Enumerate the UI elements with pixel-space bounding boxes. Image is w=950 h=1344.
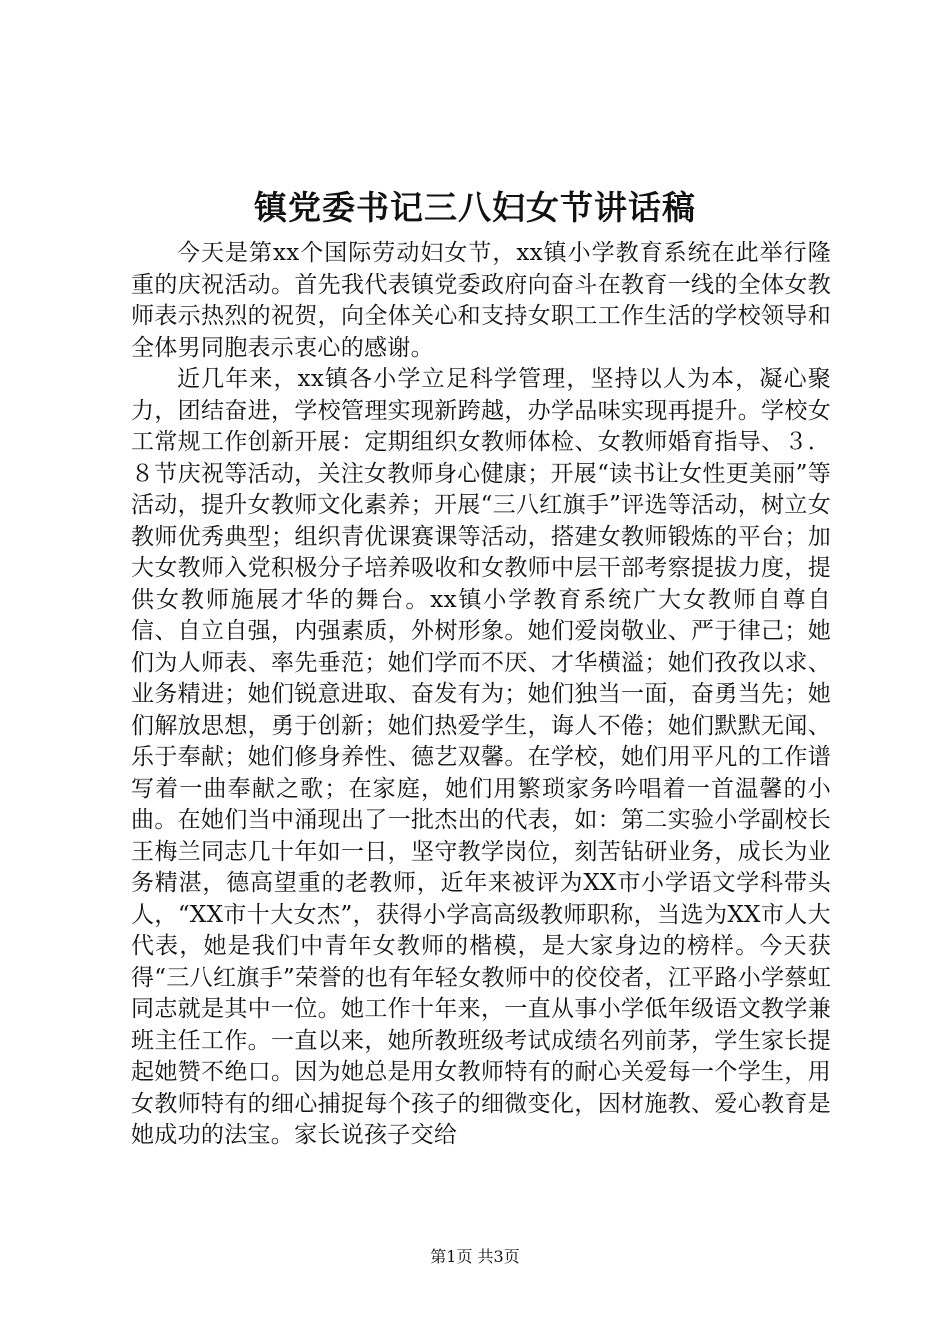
paragraph-achievements: 近几年来，xx镇各小学立足科学管理，坚持以人为本，凝心聚力，团结奋进，学校管理实现新跨越，办学品味实现再提升。学校女工常规工作创新开展：定期组织女教师体检、女教师婚育指导、３．８节庆祝等活动，关注女教师身心健康；开展“读书让女性更美丽”等活动，提升女教师文化素养；开展“三八红旗手”评选等活动，树立女教师优秀典型；组织青优课赛课等活动，搭建女教师锻炼的平台；加大女教师入党积极分子培养吸收和女教师中层干部考察提拔力度，提供女教师施展才华的舞台。xx镇小学教育系统广大女教师自尊自信、自立自强，内强素质，外树形象。她们爱岗敬业、严于律己；她们为人师表、率先垂范；她们学而不厌、才华横溢；她们孜孜以求、业务精进；她们锐意进取、奋发有为；她们独当一面，奋勇当先；她们解放思想，勇于创新；她们热爱学生，诲人不倦；她们默默无闻、乐于奉献；她们修身养性、德艺双馨。在学校，她们用平凡的工作谱写着一曲奉献之歌；在家庭，她们用繁琐家务吟唱着一首温馨的小曲。在她们当中涌现出了一批杰出的代表，如：第二实验小学副校长王梅兰同志几十年如一日，坚守教学岗位，刻苦钻研业务，成长为业务精湛，德高望重的老教师，近年来被评为XX市小学语文学科带头人，“XX市十大女杰”，获得小学高高级教师职称，当选为XX市人大代表，她是我们中青年女教师的楷模，是大家身边的榜样。今天获得“三八红旗手”荣誉的也有年轻女教师中的佼佼者，江平路小学蔡虹同志就是其中一位。她工作十年来，一直从事小学低年级语文教学兼班主任工作。一直以来，她所教班级考试成绩名列前茅，学生家长提起她赞不绝口。因为她总是用女教师特有的耐心关爱每一个学生，用女教师特有的细心捕捉每个孩子的细微变化，因材施教、爱心教育是她成功的法宝。家长说孩子交给 [131, 366, 831, 1148]
document-body [131, 238, 831, 1152]
page-number-footer: 第1页 共3页 [430, 1247, 520, 1266]
paragraph-intro: 今天是第xx个国际劳动妇女节，xx镇小学教育系统在此举行隆重的庆祝活动。首先我代表镇党委政府向奋斗在教育一线的全体女教师表示热烈的祝贺，向全体关心和支持女职工工作生活的学校领导和全体男同胞表示衷心的感谢。 [131, 240, 831, 361]
document-title: 镇党委书记三八妇女节讲话稿 [254, 188, 696, 227]
